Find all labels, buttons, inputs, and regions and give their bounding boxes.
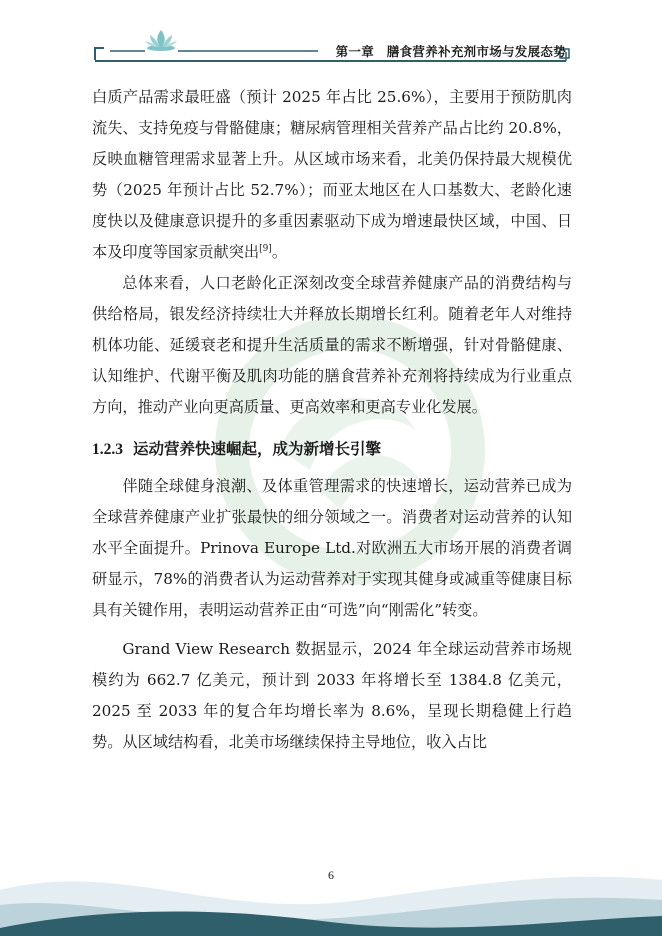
paragraph-3: 伴随全球健身浪潮、及体重管理需求的快速增长，运动营养已成为全球营养健康产业扩张最快的细分领域之一。消费者对运动营养的认知水平全面提升。Prinova Europe Ltd.对欧洲五大市场开展的消费者调研显示，78%的消费者认为运动营养对于实现其健身或减重等健康目标具有关键作用，表明运动营养正由“可选”向“刚需化”转变。 bbox=[92, 477, 572, 619]
page-body bbox=[92, 82, 572, 758]
citation-9[interactable]: [9] bbox=[259, 244, 272, 254]
section-heading bbox=[92, 433, 572, 465]
paragraph-4: Grand View Research 数据显示，2024 年全球运动营养市场规模约为 662.7 亿美元，预计到 2033 年将增长至 1384.8 亿美元，2025 至 2033 年的复合年均增长率为 8.6%，呈现长期稳健上行趋势。从区域结构看，北美市场继续保持主导地位，收入占比 bbox=[92, 640, 572, 751]
section-number: 1.2.3 bbox=[92, 441, 123, 458]
footer-waves bbox=[0, 850, 662, 936]
page-header bbox=[0, 0, 662, 70]
page-number: 6 bbox=[328, 868, 334, 882]
section-title: 运动营养快速崛起，成为新增长引擎 bbox=[133, 439, 382, 458]
paragraph-1 bbox=[92, 82, 572, 268]
paragraph-1-end: 。 bbox=[271, 243, 287, 261]
paragraph-2: 总体来看，人口老龄化正深刻改变全球营养健康产品的消费结构与供给格局，银发经济持续壮大并释放长期增长红利。随着老年人对维持机体功能、延缓衰老和提升生活质量的需求不断增强，针对骨骼健康、认知维护、代谢平衡及肌肉功能的膳食营养补充剂将持续成为行业重点方向，推动产业向更高质量、更高效率和更高专业化发展。 bbox=[92, 274, 572, 416]
paragraph-1-text: 白质产品需求最旺盛（预计 2025 年占比 25.6%），主要用于预防肌肉流失、支持免疫与骨骼健康；糖尿病管理相关营养产品占比约 20.8%，反映血糖管理需求显著上升。从区域市场来看，北美仍保持最大规模优势（2025 年预计占比 52.7%）；而亚太地区在人口基数大、老龄化速度快以及健康意识提升的多重因素驱动下成为增速最快区域，中国、日本及印度等国家贡献突出 bbox=[92, 88, 572, 261]
lotus-icon bbox=[145, 30, 177, 51]
chapter-title: 第一章 膳食营养补充剂市场与发展态势 bbox=[335, 44, 566, 59]
